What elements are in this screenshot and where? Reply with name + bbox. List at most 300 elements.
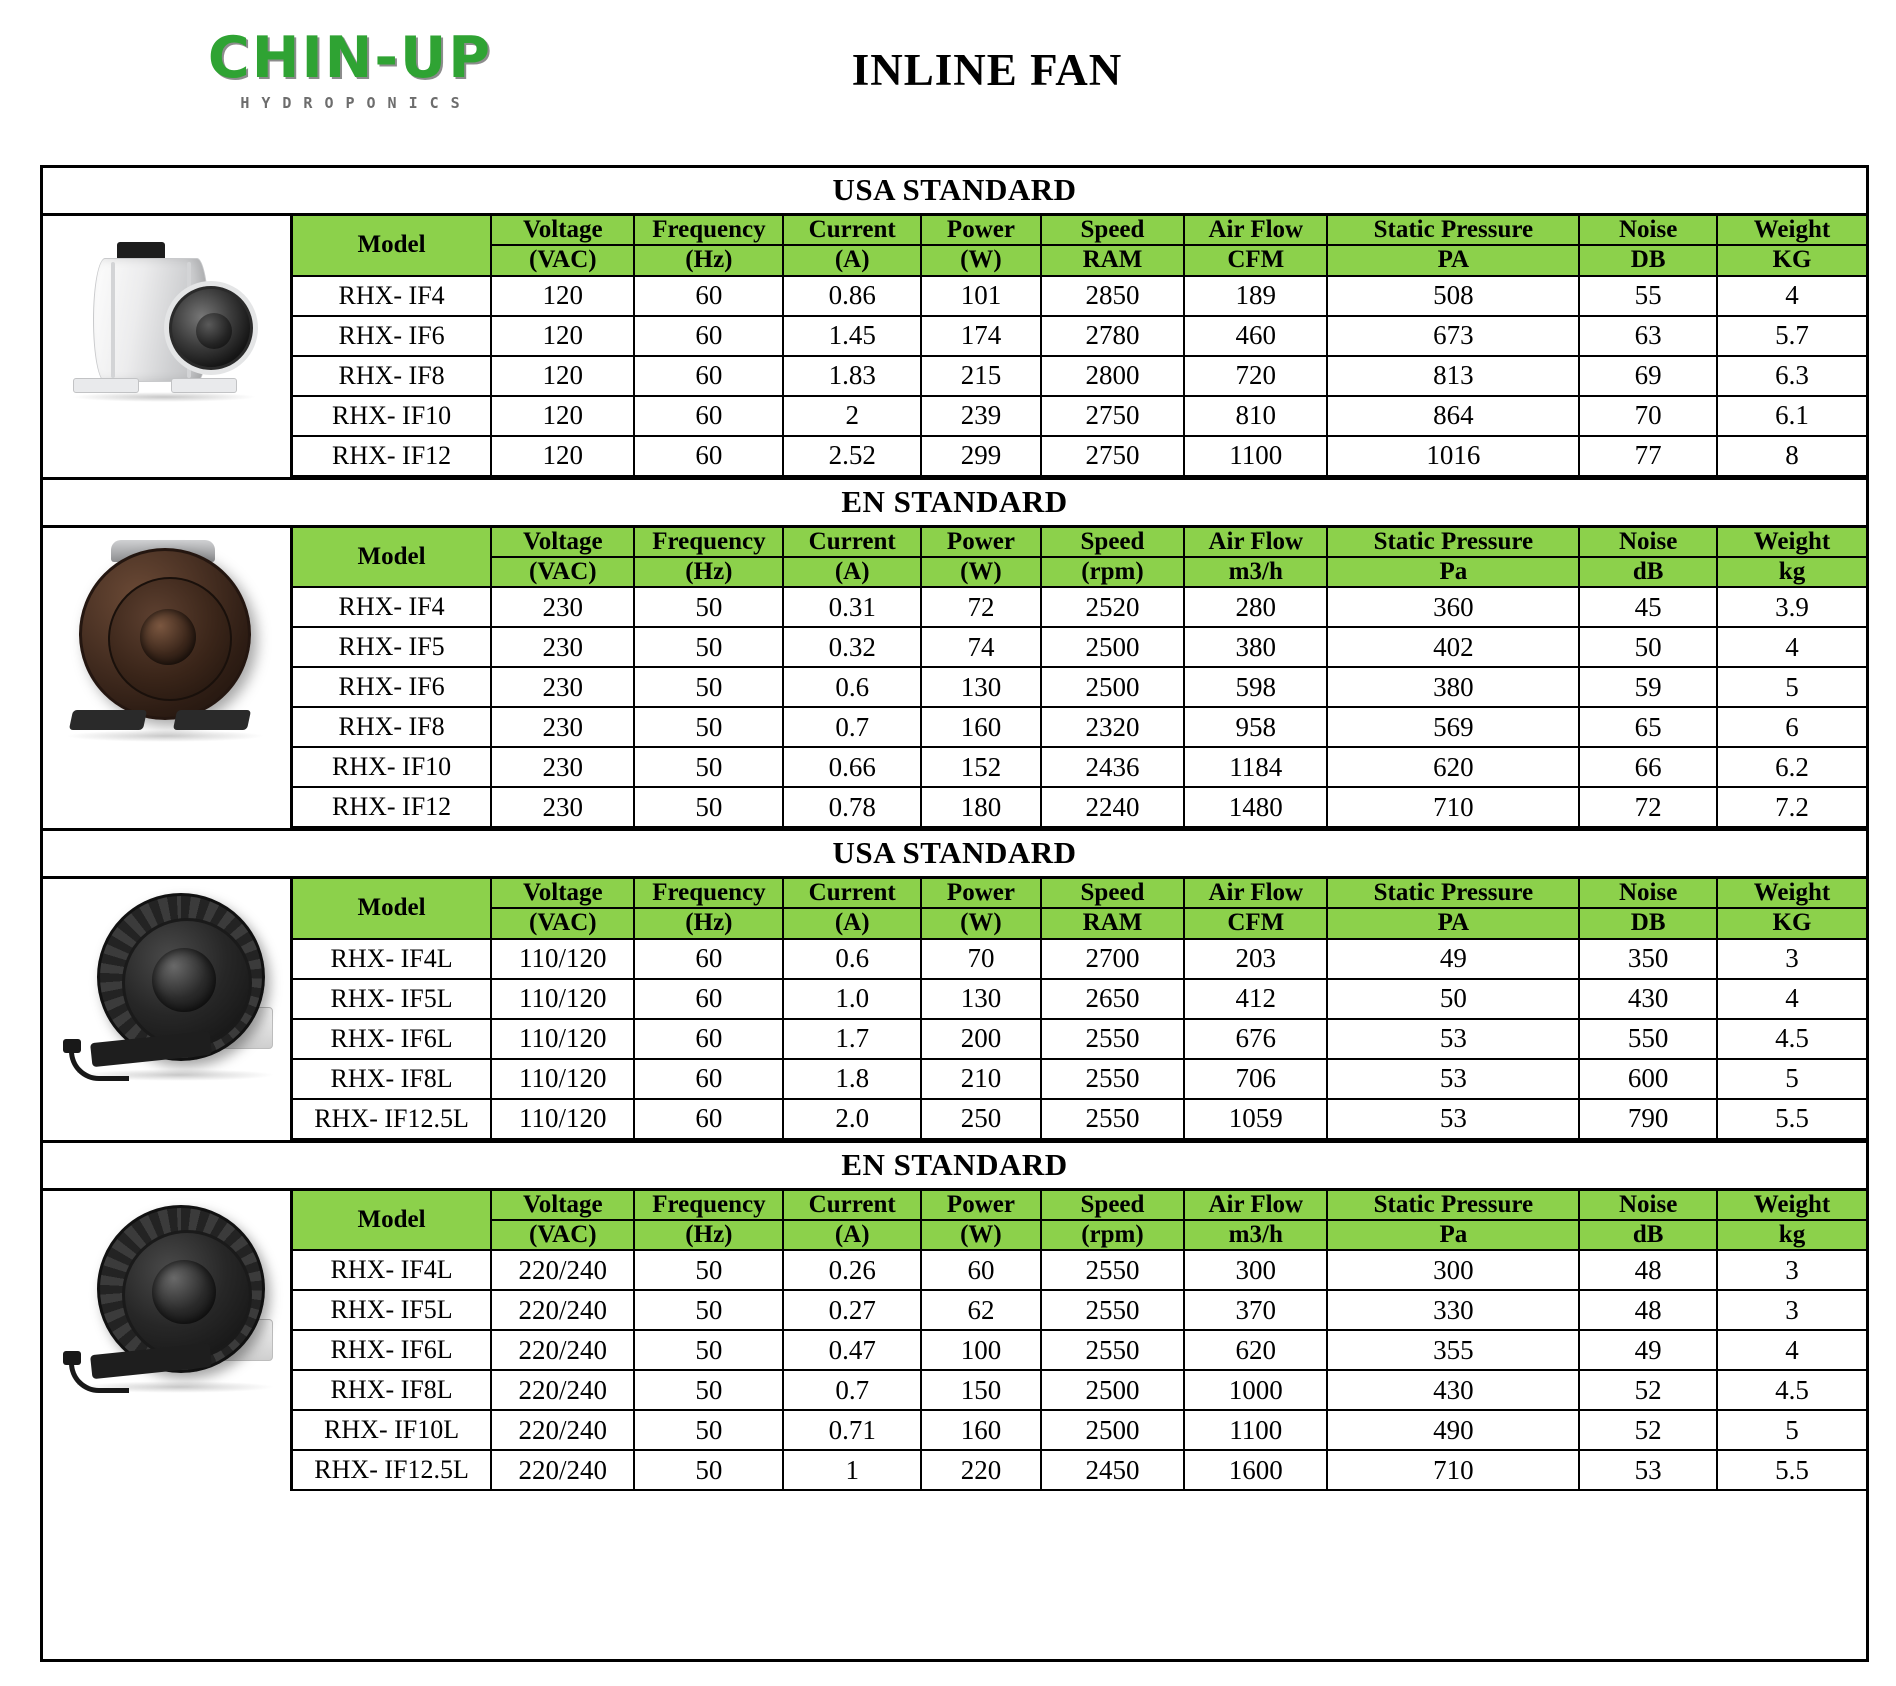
column-header-static-pressure: Static Pressure [1327, 1191, 1579, 1220]
cell-static-pressure: 49 [1327, 939, 1579, 979]
table-row [293, 316, 1866, 356]
cell-static-pressure: 380 [1327, 667, 1579, 707]
cell-power: 152 [921, 747, 1041, 787]
cell-power: 130 [921, 667, 1041, 707]
cell-noise: 72 [1579, 787, 1717, 827]
cell-speed: 2500 [1041, 667, 1184, 707]
cell-speed: 2520 [1041, 587, 1184, 627]
cell-noise: 77 [1579, 436, 1717, 476]
column-unit-weight: KG [1717, 908, 1866, 938]
column-unit-frequency: (Hz) [634, 245, 783, 275]
column-header-frequency: Frequency [634, 216, 783, 245]
cell-weight: 5.5 [1717, 1450, 1866, 1490]
cell-air-flow: 412 [1184, 979, 1327, 1019]
column-header-speed: Speed [1041, 879, 1184, 908]
cell-frequency: 50 [634, 1410, 783, 1450]
cell-static-pressure: 300 [1327, 1250, 1579, 1290]
cell-power: 130 [921, 979, 1041, 1019]
cell-air-flow: 460 [1184, 316, 1327, 356]
column-header-speed: Speed [1041, 1191, 1184, 1220]
cell-static-pressure: 673 [1327, 316, 1579, 356]
cell-voltage: 120 [491, 316, 634, 356]
cell-air-flow: 300 [1184, 1250, 1327, 1290]
column-header-power: Power [921, 879, 1041, 908]
cell-static-pressure: 355 [1327, 1330, 1579, 1370]
cell-voltage: 220/240 [491, 1330, 634, 1370]
column-unit-frequency: (Hz) [634, 1220, 783, 1250]
cell-frequency: 50 [634, 587, 783, 627]
column-header-air-flow: Air Flow [1184, 1191, 1327, 1220]
column-unit-noise: DB [1579, 908, 1717, 938]
column-unit-air-flow: m3/h [1184, 1220, 1327, 1250]
column-header-frequency: Frequency [634, 528, 783, 557]
cell-weight: 5.7 [1717, 316, 1866, 356]
column-unit-voltage: (VAC) [491, 245, 634, 275]
cell-air-flow: 720 [1184, 356, 1327, 396]
cell-weight: 7.2 [1717, 787, 1866, 827]
cell-frequency: 50 [634, 1370, 783, 1410]
cell-weight: 4 [1717, 1330, 1866, 1370]
section-body [43, 216, 1866, 477]
cell-speed: 2550 [1041, 1059, 1184, 1099]
product-image-cell [43, 879, 293, 1140]
cell-static-pressure: 710 [1327, 787, 1579, 827]
column-unit-current: (A) [783, 245, 921, 275]
sections-container [43, 168, 1866, 1491]
header-row-units [293, 908, 1866, 938]
spec-table [293, 1191, 1866, 1492]
cell-frequency: 60 [634, 396, 783, 436]
cell-noise: 66 [1579, 747, 1717, 787]
column-header-noise: Noise [1579, 528, 1717, 557]
table-row [293, 787, 1866, 827]
cell-current: 2 [783, 396, 921, 436]
cell-speed: 2700 [1041, 939, 1184, 979]
cell-air-flow: 1000 [1184, 1370, 1327, 1410]
column-header-current: Current [783, 1191, 921, 1220]
cell-frequency: 60 [634, 939, 783, 979]
fan-illustration [59, 542, 275, 752]
cell-air-flow: 1480 [1184, 787, 1327, 827]
column-unit-power: (W) [921, 1220, 1041, 1250]
cell-static-pressure: 360 [1327, 587, 1579, 627]
column-unit-air-flow: CFM [1184, 245, 1327, 275]
table-row [293, 1330, 1866, 1370]
cell-weight: 4 [1717, 276, 1866, 316]
column-unit-noise: dB [1579, 557, 1717, 587]
header-row-units [293, 1220, 1866, 1250]
cell-static-pressure: 430 [1327, 1370, 1579, 1410]
cell-power: 200 [921, 1019, 1041, 1059]
cell-static-pressure: 569 [1327, 707, 1579, 747]
table-row [293, 1410, 1866, 1450]
cell-model: RHX- IF12 [293, 787, 491, 827]
cell-voltage: 220/240 [491, 1250, 634, 1290]
cell-power: 160 [921, 707, 1041, 747]
cell-current: 2.0 [783, 1099, 921, 1139]
column-header-model: Model [293, 1191, 491, 1251]
column-header-model: Model [293, 879, 491, 939]
cell-current: 0.6 [783, 939, 921, 979]
column-header-frequency: Frequency [634, 879, 783, 908]
cell-weight: 4.5 [1717, 1370, 1866, 1410]
column-unit-speed: (rpm) [1041, 1220, 1184, 1250]
cell-weight: 6.2 [1717, 747, 1866, 787]
section-band-title: EN STANDARD [43, 480, 1866, 528]
cell-air-flow: 1600 [1184, 1450, 1327, 1490]
cell-current: 0.26 [783, 1250, 921, 1290]
column-header-static-pressure: Static Pressure [1327, 216, 1579, 245]
cell-noise: 600 [1579, 1059, 1717, 1099]
cell-model: RHX- IF8L [293, 1059, 491, 1099]
spec-section [43, 168, 1866, 477]
table-row [293, 747, 1866, 787]
cell-current: 2.52 [783, 436, 921, 476]
cell-speed: 2550 [1041, 1019, 1184, 1059]
cell-voltage: 220/240 [491, 1290, 634, 1330]
cell-current: 0.71 [783, 1410, 921, 1450]
cell-frequency: 60 [634, 436, 783, 476]
cell-noise: 53 [1579, 1450, 1717, 1490]
cell-model: RHX- IF4 [293, 276, 491, 316]
cell-voltage: 220/240 [491, 1410, 634, 1450]
cell-noise: 790 [1579, 1099, 1717, 1139]
cell-voltage: 110/120 [491, 1019, 634, 1059]
cell-weight: 5 [1717, 1410, 1866, 1450]
cell-power: 101 [921, 276, 1041, 316]
table-row [293, 1019, 1866, 1059]
column-header-noise: Noise [1579, 879, 1717, 908]
cell-frequency: 50 [634, 667, 783, 707]
cell-power: 220 [921, 1450, 1041, 1490]
page-header [0, 0, 1896, 132]
cell-static-pressure: 402 [1327, 627, 1579, 667]
column-header-model: Model [293, 216, 491, 276]
table-row [293, 1250, 1866, 1290]
cell-voltage: 120 [491, 396, 634, 436]
column-unit-current: (A) [783, 1220, 921, 1250]
cell-frequency: 60 [634, 276, 783, 316]
cell-power: 215 [921, 356, 1041, 396]
cell-speed: 2500 [1041, 1410, 1184, 1450]
cell-voltage: 230 [491, 667, 634, 707]
column-header-weight: Weight [1717, 1191, 1866, 1220]
table-row [293, 276, 1866, 316]
cell-power: 299 [921, 436, 1041, 476]
header-row-names [293, 216, 1866, 245]
column-header-power: Power [921, 528, 1041, 557]
cell-noise: 52 [1579, 1410, 1717, 1450]
column-unit-voltage: (VAC) [491, 908, 634, 938]
cell-weight: 4.5 [1717, 1019, 1866, 1059]
column-unit-static-pressure: PA [1327, 245, 1579, 275]
cell-noise: 55 [1579, 276, 1717, 316]
cell-air-flow: 620 [1184, 1330, 1327, 1370]
cell-current: 1.45 [783, 316, 921, 356]
spec-tables-frame [40, 165, 1869, 1662]
cell-air-flow: 370 [1184, 1290, 1327, 1330]
column-unit-speed: RAM [1041, 908, 1184, 938]
cell-power: 160 [921, 1410, 1041, 1450]
cell-weight: 4 [1717, 627, 1866, 667]
column-header-voltage: Voltage [491, 1191, 634, 1220]
cell-static-pressure: 813 [1327, 356, 1579, 396]
cell-current: 1 [783, 1450, 921, 1490]
cell-weight: 3.9 [1717, 587, 1866, 627]
header-row-names [293, 879, 1866, 908]
cell-model: RHX- IF4L [293, 1250, 491, 1290]
cell-power: 60 [921, 1250, 1041, 1290]
spec-table [293, 528, 1866, 829]
column-unit-weight: KG [1717, 245, 1866, 275]
cell-frequency: 50 [634, 1250, 783, 1290]
cell-air-flow: 1100 [1184, 1410, 1327, 1450]
cell-current: 1.0 [783, 979, 921, 1019]
cell-speed: 2450 [1041, 1450, 1184, 1490]
cell-air-flow: 189 [1184, 276, 1327, 316]
cell-model: RHX- IF10 [293, 747, 491, 787]
table-row [293, 1059, 1866, 1099]
cell-power: 72 [921, 587, 1041, 627]
column-header-weight: Weight [1717, 879, 1866, 908]
column-header-speed: Speed [1041, 528, 1184, 557]
cell-power: 210 [921, 1059, 1041, 1099]
cell-static-pressure: 508 [1327, 276, 1579, 316]
cell-frequency: 50 [634, 747, 783, 787]
cell-weight: 6.3 [1717, 356, 1866, 396]
cell-noise: 50 [1579, 627, 1717, 667]
section-band-title: USA STANDARD [43, 168, 1866, 216]
cell-power: 74 [921, 627, 1041, 667]
cell-static-pressure: 490 [1327, 1410, 1579, 1450]
cell-air-flow: 810 [1184, 396, 1327, 436]
product-image-cell [43, 528, 293, 829]
cell-current: 0.6 [783, 667, 921, 707]
cell-model: RHX- IF12 [293, 436, 491, 476]
section-body [43, 528, 1866, 829]
cell-static-pressure: 620 [1327, 747, 1579, 787]
cell-frequency: 50 [634, 787, 783, 827]
section-body [43, 1191, 1866, 1492]
cell-current: 0.7 [783, 707, 921, 747]
column-unit-power: (W) [921, 557, 1041, 587]
cell-frequency: 50 [634, 627, 783, 667]
table-row [293, 939, 1866, 979]
cell-speed: 2750 [1041, 436, 1184, 476]
column-unit-speed: RAM [1041, 245, 1184, 275]
cell-current: 0.7 [783, 1370, 921, 1410]
cell-speed: 2550 [1041, 1099, 1184, 1139]
cell-weight: 6.1 [1717, 396, 1866, 436]
cell-current: 1.7 [783, 1019, 921, 1059]
cell-noise: 48 [1579, 1250, 1717, 1290]
cell-noise: 63 [1579, 316, 1717, 356]
cell-model: RHX- IF6L [293, 1019, 491, 1059]
cell-weight: 5 [1717, 1059, 1866, 1099]
cell-noise: 59 [1579, 667, 1717, 707]
cell-model: RHX- IF6L [293, 1330, 491, 1370]
cell-speed: 2800 [1041, 356, 1184, 396]
cell-model: RHX- IF8 [293, 356, 491, 396]
cell-air-flow: 380 [1184, 627, 1327, 667]
cell-current: 0.31 [783, 587, 921, 627]
cell-speed: 2750 [1041, 396, 1184, 436]
column-header-voltage: Voltage [491, 216, 634, 245]
cell-speed: 2320 [1041, 707, 1184, 747]
column-header-weight: Weight [1717, 528, 1866, 557]
column-unit-current: (A) [783, 908, 921, 938]
table-row [293, 396, 1866, 436]
cell-static-pressure: 1016 [1327, 436, 1579, 476]
cell-voltage: 220/240 [491, 1370, 634, 1410]
product-image-cell [43, 216, 293, 477]
cell-model: RHX- IF5 [293, 627, 491, 667]
header-row-names [293, 1191, 1866, 1220]
cell-power: 180 [921, 787, 1041, 827]
cell-frequency: 60 [634, 1059, 783, 1099]
spec-table [293, 216, 1866, 477]
section-band-title: USA STANDARD [43, 831, 1866, 879]
column-unit-noise: dB [1579, 1220, 1717, 1250]
column-header-speed: Speed [1041, 216, 1184, 245]
column-header-power: Power [921, 1191, 1041, 1220]
column-header-noise: Noise [1579, 216, 1717, 245]
cell-model: RHX- IF8 [293, 707, 491, 747]
cell-voltage: 230 [491, 587, 634, 627]
cell-frequency: 50 [634, 1330, 783, 1370]
cell-air-flow: 1184 [1184, 747, 1327, 787]
cell-noise: 69 [1579, 356, 1717, 396]
column-unit-voltage: (VAC) [491, 557, 634, 587]
table-row [293, 667, 1866, 707]
cell-voltage: 230 [491, 747, 634, 787]
cell-frequency: 50 [634, 707, 783, 747]
table-row [293, 1450, 1866, 1490]
column-unit-air-flow: m3/h [1184, 557, 1327, 587]
table-row [293, 356, 1866, 396]
section-body [43, 879, 1866, 1140]
cell-model: RHX- IF4L [293, 939, 491, 979]
cell-power: 150 [921, 1370, 1041, 1410]
column-header-air-flow: Air Flow [1184, 879, 1327, 908]
cell-frequency: 60 [634, 979, 783, 1019]
column-header-weight: Weight [1717, 216, 1866, 245]
cell-voltage: 220/240 [491, 1450, 634, 1490]
column-unit-power: (W) [921, 908, 1041, 938]
column-header-air-flow: Air Flow [1184, 216, 1327, 245]
column-header-static-pressure: Static Pressure [1327, 879, 1579, 908]
column-header-current: Current [783, 528, 921, 557]
cell-current: 0.32 [783, 627, 921, 667]
cell-frequency: 50 [634, 1450, 783, 1490]
cell-voltage: 230 [491, 627, 634, 667]
cell-frequency: 60 [634, 1019, 783, 1059]
cell-voltage: 120 [491, 276, 634, 316]
cell-current: 0.47 [783, 1330, 921, 1370]
cell-speed: 2240 [1041, 787, 1184, 827]
column-header-model: Model [293, 528, 491, 588]
cell-model: RHX- IF6 [293, 667, 491, 707]
cell-current: 0.66 [783, 747, 921, 787]
cell-voltage: 110/120 [491, 1059, 634, 1099]
column-unit-air-flow: CFM [1184, 908, 1327, 938]
column-unit-frequency: (Hz) [634, 908, 783, 938]
cell-air-flow: 676 [1184, 1019, 1327, 1059]
cell-voltage: 230 [491, 707, 634, 747]
column-header-static-pressure: Static Pressure [1327, 528, 1579, 557]
cell-weight: 3 [1717, 939, 1866, 979]
table-row [293, 1290, 1866, 1330]
cell-air-flow: 958 [1184, 707, 1327, 747]
cell-air-flow: 280 [1184, 587, 1327, 627]
product-image-cell [43, 1191, 293, 1492]
cell-power: 250 [921, 1099, 1041, 1139]
cell-speed: 2550 [1041, 1250, 1184, 1290]
column-header-frequency: Frequency [634, 1191, 783, 1220]
cell-power: 100 [921, 1330, 1041, 1370]
column-header-current: Current [783, 879, 921, 908]
cell-model: RHX- IF6 [293, 316, 491, 356]
cell-power: 239 [921, 396, 1041, 436]
header-row-units [293, 245, 1866, 275]
page-title: INLINE FAN [851, 45, 1123, 95]
fan-illustration [65, 242, 271, 402]
cell-model: RHX- IF10L [293, 1410, 491, 1450]
column-header-voltage: Voltage [491, 528, 634, 557]
cell-static-pressure: 864 [1327, 396, 1579, 436]
spec-table [293, 879, 1866, 1140]
cell-speed: 2500 [1041, 1370, 1184, 1410]
cell-air-flow: 1059 [1184, 1099, 1327, 1139]
cell-model: RHX- IF10 [293, 396, 491, 436]
spec-section [43, 828, 1866, 1140]
cell-voltage: 120 [491, 436, 634, 476]
column-header-voltage: Voltage [491, 879, 634, 908]
table-row [293, 979, 1866, 1019]
column-unit-weight: kg [1717, 1220, 1866, 1250]
header-row-units [293, 557, 1866, 587]
fan-illustration [63, 1201, 283, 1401]
cell-weight: 3 [1717, 1250, 1866, 1290]
cell-current: 1.8 [783, 1059, 921, 1099]
fan-illustration [63, 889, 283, 1089]
cell-speed: 2500 [1041, 627, 1184, 667]
cell-voltage: 110/120 [491, 939, 634, 979]
cell-static-pressure: 53 [1327, 1059, 1579, 1099]
cell-weight: 5.5 [1717, 1099, 1866, 1139]
table-row [293, 587, 1866, 627]
cell-air-flow: 203 [1184, 939, 1327, 979]
table-row [293, 627, 1866, 667]
cell-static-pressure: 53 [1327, 1019, 1579, 1059]
cell-speed: 2650 [1041, 979, 1184, 1019]
header-row-names [293, 528, 1866, 557]
cell-frequency: 60 [634, 316, 783, 356]
spec-section [43, 1140, 1866, 1492]
column-unit-frequency: (Hz) [634, 557, 783, 587]
column-unit-static-pressure: Pa [1327, 1220, 1579, 1250]
spec-section [43, 477, 1866, 829]
cell-model: RHX- IF8L [293, 1370, 491, 1410]
cell-noise: 48 [1579, 1290, 1717, 1330]
column-header-current: Current [783, 216, 921, 245]
cell-noise: 70 [1579, 396, 1717, 436]
column-unit-weight: kg [1717, 557, 1866, 587]
table-row [293, 436, 1866, 476]
cell-power: 174 [921, 316, 1041, 356]
column-unit-current: (A) [783, 557, 921, 587]
cell-noise: 430 [1579, 979, 1717, 1019]
